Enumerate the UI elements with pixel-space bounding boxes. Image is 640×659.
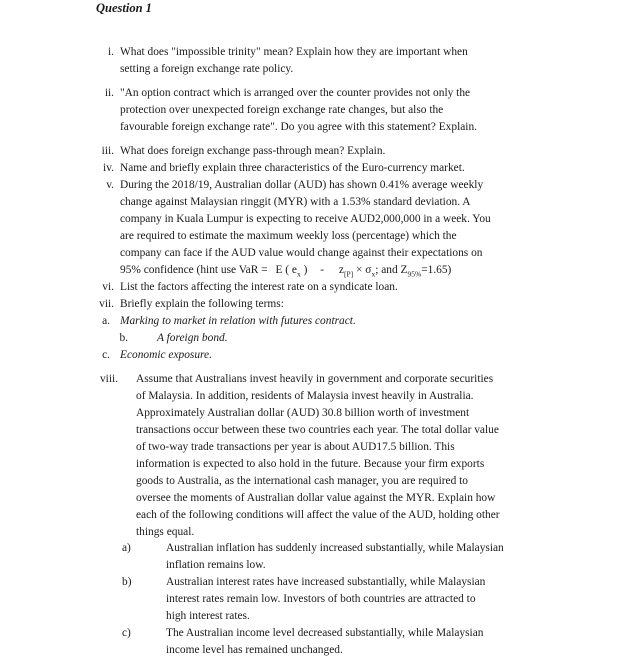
sub-label-a: a)	[122, 542, 131, 554]
term-label-c: c.	[102, 349, 110, 361]
item-number-vii: vii.	[99, 298, 114, 310]
formula-sigma: × $\sigma_x$	[356, 264, 376, 279]
formula-close-paren: )	[303, 264, 308, 276]
var-formula-line	[120, 262, 451, 279]
sub-b-line-3: high interest rates.	[166, 610, 250, 622]
question-ii-line-1: "An option contract which is arranged over the counter provides not only the	[120, 87, 471, 99]
question-title: Question 1	[96, 1, 152, 15]
q8-line-9: each of the following conditions will affect the value of the AUD, holding other	[136, 509, 500, 521]
formula-part-a: 95% confidence (hint use VaR =	[120, 264, 268, 276]
formula-expected: E ( $e_x$	[275, 264, 301, 279]
q8-line-2: of Malaysia. In addition, residents of Malaysia invest heavily in Australia.	[136, 390, 474, 402]
q8-line-8: oversee the moments of Australian dollar value against the MYR. Explain how	[136, 492, 496, 504]
item-number-vi: vi.	[102, 281, 114, 293]
question-vi-line-1: List the factors affecting the interest rate on a syndicate loan.	[120, 281, 398, 293]
question-v-line-2: change against Malaysian ringgit (MYR) with a 1.53% standard deviation. A	[120, 196, 471, 208]
question-ii-line-2: protection over unexpected foreign exchange rate changes, but also the	[120, 104, 444, 116]
item-number-iv: iv.	[103, 162, 114, 174]
sub-c-line-2: income level has remained unchanged.	[166, 644, 343, 656]
sub-a-line-2: inflation remains low.	[166, 559, 266, 571]
item-number-v: v.	[106, 179, 114, 191]
q8-line-7: goods to Australia, as the international cash manager, you are required to	[136, 475, 468, 487]
term-b-text: A foreign bond.	[157, 332, 228, 344]
question-i-line-1: What does "impossible trinity" mean? Explain how they are important when	[120, 46, 468, 58]
question-iv-line-1: Name and briefly explain three characteristics of the Euro-currency market.	[120, 162, 465, 174]
q8-line-10: things equal.	[136, 526, 195, 538]
formula-z: $z_{[P]}$	[338, 264, 354, 279]
question-v-line-1: During the 2018/19, Australian dollar (AUD) has shown 0.41% average weekly	[120, 179, 484, 191]
sub-c-line-1: The Australian income level decreased substantially, while Malaysian	[166, 627, 484, 639]
question-viii-body	[136, 371, 544, 541]
q8-line-5: of two-way trade transactions per year is about AUD17.5 billion. This	[136, 441, 455, 453]
formula-z95-value: =1.65)	[421, 264, 452, 276]
q8-line-3: Approximately Australian dollar (AUD) 30.8 billion worth of investment	[136, 407, 470, 419]
term-a-text: Marking to market in relation with futures contract.	[120, 315, 356, 327]
q8-line-6: information is expected to also hold in the future. Because your firm exports	[136, 458, 485, 470]
sub-label-c: c)	[122, 627, 131, 639]
question-v-line-3: company in Kuala Lumpur is expecting to receive AUD2,000,000 in a week. You	[120, 213, 491, 225]
question-ii-line-3: favourable foreign exchange rate". Do you agree with this statement? Explain.	[120, 121, 477, 133]
question-i-line-2: setting a foreign exchange rate policy.	[120, 63, 294, 75]
formula-z95: ; and $Z_{95\%}$	[375, 264, 422, 279]
question-v-line-4: are required to estimate the maximum weekly loss (percentage) which the	[120, 230, 457, 242]
sub-b-line-1: Australian interest rates have increased substantially, while Malaysian	[166, 576, 486, 588]
question-vii-line-1: Briefly explain the following terms:	[120, 298, 284, 310]
term-label-a: a.	[102, 315, 110, 327]
sub-a-line-1: Australian inflation has suddenly increased substantially, while Malaysian	[166, 542, 504, 554]
term-label-b: b.	[119, 332, 128, 344]
question-iii-line-1: What does foreign exchange pass-through mean? Explain.	[120, 145, 386, 157]
item-number-ii: ii.	[104, 87, 114, 99]
sub-label-b: b)	[122, 576, 132, 588]
item-number-iii: iii.	[101, 145, 114, 157]
item-number-i: i.	[107, 46, 114, 58]
item-number-viii: viii.	[99, 373, 118, 385]
q8-line-1: Assume that Australians invest heavily in government and corporate securities	[136, 373, 494, 385]
sub-b-body	[166, 574, 544, 625]
sub-b-line-2: interest rates remain low. Investors of both countries are attracted to	[166, 593, 476, 605]
q8-line-4: transactions occur between these two countries each year. The total dollar value	[136, 424, 499, 436]
term-c-text: Economic exposure.	[120, 349, 212, 361]
sub-c-body	[166, 625, 544, 659]
formula-minus: -	[320, 264, 325, 276]
sub-a-body	[166, 540, 544, 574]
question-v-line-5: company can face if the AUD value would change against their expectations on	[120, 247, 483, 259]
